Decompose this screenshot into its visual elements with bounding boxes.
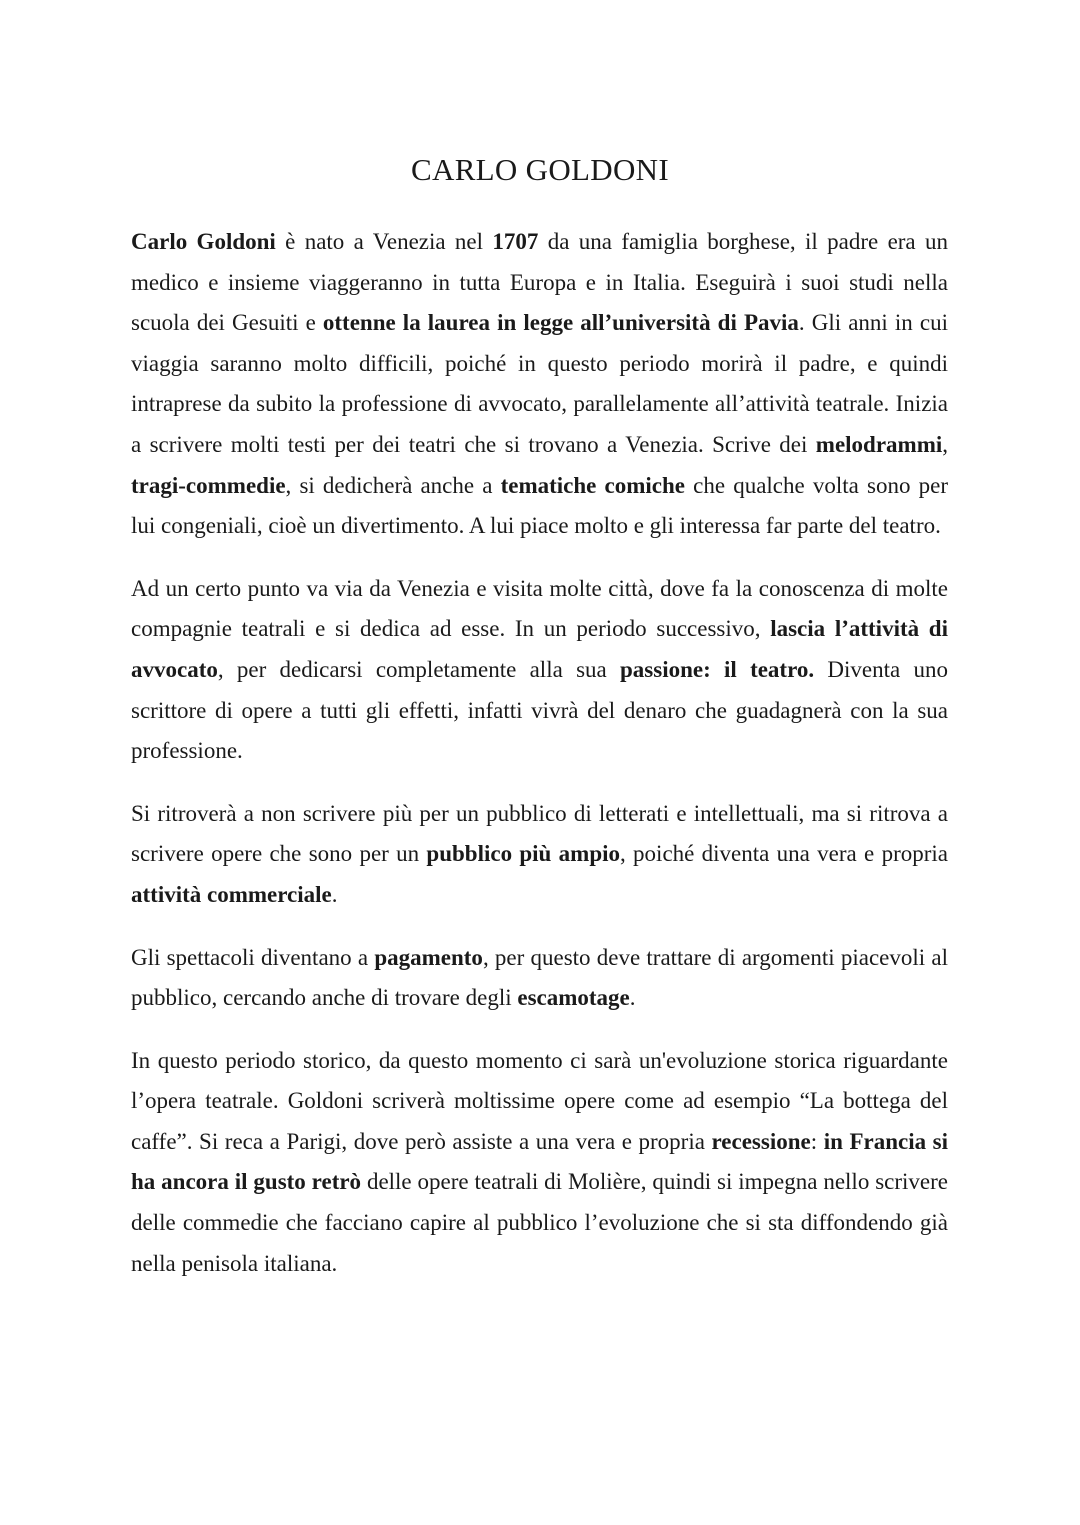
bold-text-run: melodrammi xyxy=(815,431,943,457)
document-body xyxy=(131,222,948,1306)
text-run: , per dedicarsi completamente alla sua xyxy=(217,656,620,682)
bold-text-run: escamotage xyxy=(517,985,630,1011)
bold-text-run: attività commerciale xyxy=(131,881,332,907)
text-run: delle opere teatrali di Molière, quindi si impegna nello scrivere delle commedie che facciano capire al pubblico l’evoluzione che si sta diffondendo già nella penisola italiana. xyxy=(131,1169,948,1276)
paragraph-audience xyxy=(131,794,948,916)
text-run: Si ritroverà a non scrivere più per un pubblico di letterati e intellettuali, ma si ritrova a scrivere opere che sono per un xyxy=(131,800,948,867)
text-run: In questo periodo storico, da questo momento ci sarà un'evoluzione storica riguardante l’opera teatrale. Goldoni scriverà moltissime opere come ad esempio “La bottega del caffe”. Si reca a Parigi, dove però assiste a una vera e propria xyxy=(131,1047,948,1154)
paragraph-career-change xyxy=(131,569,948,772)
text-run: da una famiglia borghese, il padre era un medico e insieme viaggeranno in tutta Europa e in Italia. Eseguirà i suoi studi nella scuola dei Gesuiti e xyxy=(131,229,948,336)
text-run: : xyxy=(810,1128,824,1154)
bold-text-run: Carlo Goldoni xyxy=(131,229,276,254)
bold-text-run: passione: il teatro. xyxy=(620,656,815,682)
text-run: , poiché diventa una vera e propria xyxy=(620,841,948,867)
page-title: CARLO GOLDONI xyxy=(411,152,669,187)
text-run: . Gli anni in cui viaggia saranno molto difficili, poiché in questo periodo morirà il padre, e quindi intraprese da subito la professione di avvocato, parallelamente all’attività teatrale. Inizia a scrivere molti testi per dei teatri che si trovano a Venezia. Scrive dei xyxy=(131,310,948,457)
text-run: . xyxy=(331,881,338,907)
bold-text-run: recessione xyxy=(711,1128,811,1154)
text-run: , xyxy=(942,431,948,457)
paragraph-evolution xyxy=(131,1041,948,1285)
text-run: che qualche volta sono per lui congeniali, cioè un divertimento. A lui piace molto e gli interessa far parte del teatro. xyxy=(131,472,948,539)
text-run: è nato a Venezia nel xyxy=(275,229,493,254)
paragraph-performances xyxy=(131,938,948,1019)
text-run: Gli spettacoli diventano a xyxy=(131,944,375,970)
text-run: Ad un certo punto va via da Venezia e visita molte città, dove fa la conoscenza di molte compagnie teatrali e si dedica ad esse. In un periodo successivo, xyxy=(131,575,948,642)
bold-text-run: in Francia si ha ancora il gusto retrò xyxy=(131,1128,948,1195)
text-run: Diventa uno scrittore di opere a tutti gli effetti, infatti vivrà del denaro che guadagnerà con la sua professione. xyxy=(131,656,948,764)
text-run: , per questo deve trattare di argomenti piacevoli al pubblico, cercando anche di trovare degli xyxy=(131,944,948,1011)
text-run: . xyxy=(629,985,636,1011)
bold-text-run: tematiche comiche xyxy=(500,472,685,498)
text-run: , si dedicherà anche a xyxy=(285,472,501,498)
bold-text-run: pagamento xyxy=(374,944,483,970)
bold-text-run: ottenne la laurea in legge all’università di Pavia xyxy=(322,310,799,336)
bold-text-run: tragi-commedie xyxy=(131,472,286,498)
paragraph-biography xyxy=(131,222,948,547)
bold-text-run: pubblico più ampio xyxy=(426,841,620,867)
bold-text-run: lascia l’attività di avvocato xyxy=(131,616,948,682)
bold-text-run: 1707 xyxy=(492,229,539,254)
